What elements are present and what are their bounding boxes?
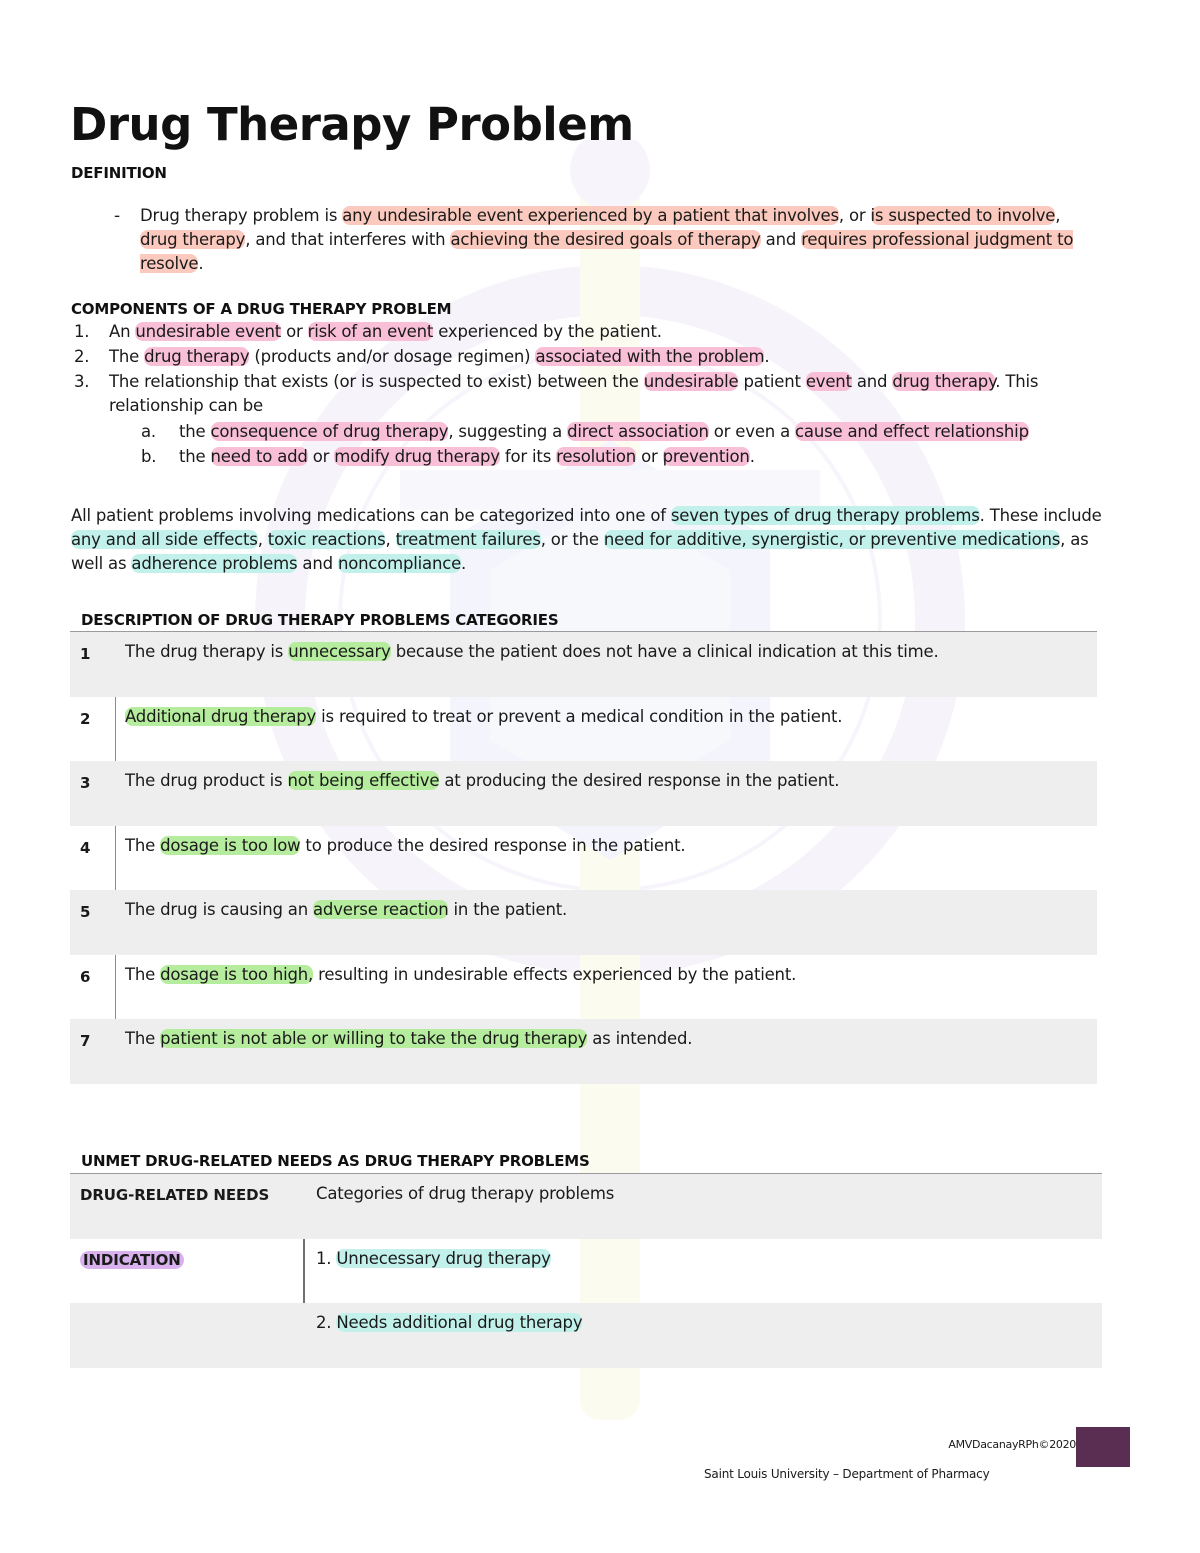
highlighted-text: drug therapy [892,372,996,391]
text-run: or even a [708,422,796,441]
category-number: 2 [80,709,91,728]
category-number: 7 [80,1032,91,1050]
highlighted-text: noncompliance [337,554,462,573]
text-run: The [125,964,161,984]
table-row [70,826,1097,891]
text-run: The relationship that exists (or is suspected to exist) between the [109,372,644,391]
text-run: in the patient. [448,900,568,919]
text-run: patient [738,372,806,391]
relationship-item [109,445,1111,469]
highlighted-text: cause and effect relationship [795,422,1029,441]
highlighted-text: need for additive, synergistic, or preventive medications [603,530,1061,549]
highlighted-text: not being effective [287,771,440,790]
text-run: , suggesting a [448,422,568,441]
need-label-highlight: INDICATION [80,1251,184,1269]
category-description [125,965,796,984]
text-run: , or the [540,530,604,549]
highlighted-text: prevention [662,447,750,466]
highlighted-text: direct association [567,422,709,441]
footer-color-block [1076,1427,1130,1467]
highlighted-text: patient is not able or willing to take the drug therapy [160,1029,588,1048]
text-run: All patient problems involving medications can be categorized into one of [71,506,671,525]
category-entry-number: 1. [316,1248,332,1268]
highlighted-text: dosage is too low [160,835,301,855]
text-run: , and that interferes with [245,230,451,249]
highlighted-text: achieving the desired goals of therapy [450,230,761,249]
highlighted-text: dosage is too high, [160,964,314,984]
component-text [109,322,662,341]
text-run: or [281,322,308,341]
highlighted-text: drug therapy [140,230,246,249]
text-run: The [125,835,161,855]
highlighted-text: seven types of drug therapy problems [670,506,980,525]
table-row [70,890,1097,955]
text-run: is required to treat or prevent a medical condition in the patient. [316,706,843,726]
page-title: Drug Therapy Problem [70,98,634,151]
highlighted-text: treatment failures [395,530,541,549]
highlighted-text: Additional drug therapy [125,706,317,726]
relationship-sublist [109,420,1111,469]
category-description [125,900,567,919]
text-run: at producing the desired response in the patient. [439,771,840,790]
text-run: or [636,447,663,466]
highlighted-text: adherence problems [131,554,298,573]
component-item [71,320,1111,344]
highlighted-text: associated with the problem [535,347,765,366]
relationship-item [109,420,1111,444]
text-run: , [257,530,268,549]
category-entry [316,1313,582,1332]
component-item [71,345,1111,369]
sub-letter: a. [141,422,156,441]
text-run: the [179,422,211,441]
category-number: 5 [80,903,91,921]
text-run: , [1055,206,1061,225]
component-number: 1. [74,322,90,341]
text-run: . [749,447,755,466]
category-entry [316,1249,551,1268]
column-header-categories: Categories of drug therapy problems [316,1184,615,1203]
categories-heading: DESCRIPTION OF DRUG THERAPY PROBLEMS CATEGORIES [81,611,559,629]
table-row [70,632,1097,697]
category-entry-text: Needs additional drug therapy [336,1313,583,1332]
categories-table [70,631,1097,1084]
highlighted-text: drug therapy [144,347,250,366]
category-description [125,707,842,726]
text-run: for its [499,447,557,466]
components-heading: COMPONENTS OF A DRUG THERAPY PROBLEM [71,300,452,318]
footer-author: AMVDacanayRPh©2020 [948,1438,1076,1451]
category-number: 4 [80,838,91,857]
text-run: . [198,254,204,273]
highlighted-text: risk of an event [307,322,434,341]
highlighted-text: any undesirable event experienced by a patient that involves [342,206,839,225]
table-row [70,1019,1097,1084]
highlighted-text: undesirable [643,372,739,391]
category-number: 6 [80,967,91,986]
text-run: (products and/or dosage regimen) [249,347,536,366]
definition-heading: DEFINITION [71,164,167,182]
text-run: . [461,554,467,573]
text-run: , [385,530,396,549]
text-run: and [297,554,338,573]
text-run: . These include [979,506,1102,525]
bullet-dash: - [114,206,121,226]
highlighted-text: consequence of drug therapy [210,422,449,441]
component-number: 3. [74,372,90,391]
relationship-text [179,422,1029,441]
footer-department: Saint Louis University – Department of Pharmacy [704,1467,990,1481]
table-row [70,1239,1102,1304]
table-row [70,955,1097,1020]
highlighted-text: is suspected to involve [870,206,1056,225]
text-run: , as well as [71,530,1089,573]
sub-letter: b. [141,447,157,466]
category-entry-text: Unnecessary drug therapy [336,1248,551,1268]
unmet-needs-heading: UNMET DRUG-RELATED NEEDS AS DRUG THERAPY PROBLEMS [81,1152,590,1170]
need-label [80,1251,184,1269]
text-run: , or [838,206,871,225]
highlighted-text: undesirable event [135,322,282,341]
highlighted-text: toxic reactions [267,530,386,549]
highlighted-text: any and all side effects [71,530,258,549]
table-row [70,697,1097,762]
category-number: 3 [80,774,91,792]
component-number: 2. [74,347,90,366]
category-description [125,642,939,661]
column-header-needs: DRUG-RELATED NEEDS [80,1186,270,1204]
text-run: because the patient does not have a clinical indication at this time. [390,642,939,661]
component-item [71,370,1111,469]
text-run: as intended. [587,1029,693,1048]
text-run: Drug therapy problem is [140,206,343,225]
text-run: resulting in undesirable effects experienced by the patient. [313,964,797,984]
table-header-row [70,1174,1102,1239]
highlighted-text: resolution [556,447,637,466]
category-entry-number: 2. [316,1313,332,1332]
text-run: . This relationship can be [109,372,1039,415]
highlighted-text: event [805,372,852,391]
text-run: An [109,322,136,341]
text-run: The [125,1029,161,1048]
component-text [109,347,769,366]
unmet-needs-table [70,1173,1102,1368]
highlighted-text: modify drug therapy [334,447,500,466]
text-run: experienced by the patient. [433,322,662,341]
highlighted-text: need to add [210,447,308,466]
highlighted-text: unnecessary [288,642,391,661]
text-run: The drug product is [125,771,288,790]
text-run: The [109,347,145,366]
category-description [125,836,685,855]
components-list [71,320,1111,470]
highlighted-text: requires professional judgment to resolve [140,230,1074,273]
category-description [125,771,839,790]
overview-paragraph [71,504,1111,576]
text-run: The drug therapy is [125,642,289,661]
text-run: The drug is causing an [125,900,314,919]
table-row [70,761,1097,826]
text-run: . [764,347,770,366]
text-run: and [760,230,802,249]
table-row [70,1303,1102,1368]
text-run: the [179,447,211,466]
text-run: to produce the desired response in the patient. [300,835,686,855]
text-run: or [307,447,335,466]
relationship-text [179,447,755,466]
category-number: 1 [80,645,91,663]
category-description [125,1029,692,1048]
highlighted-text: adverse reaction [313,900,449,919]
text-run: and [851,372,893,391]
definition-paragraph [140,204,1100,276]
component-text [109,372,1038,415]
